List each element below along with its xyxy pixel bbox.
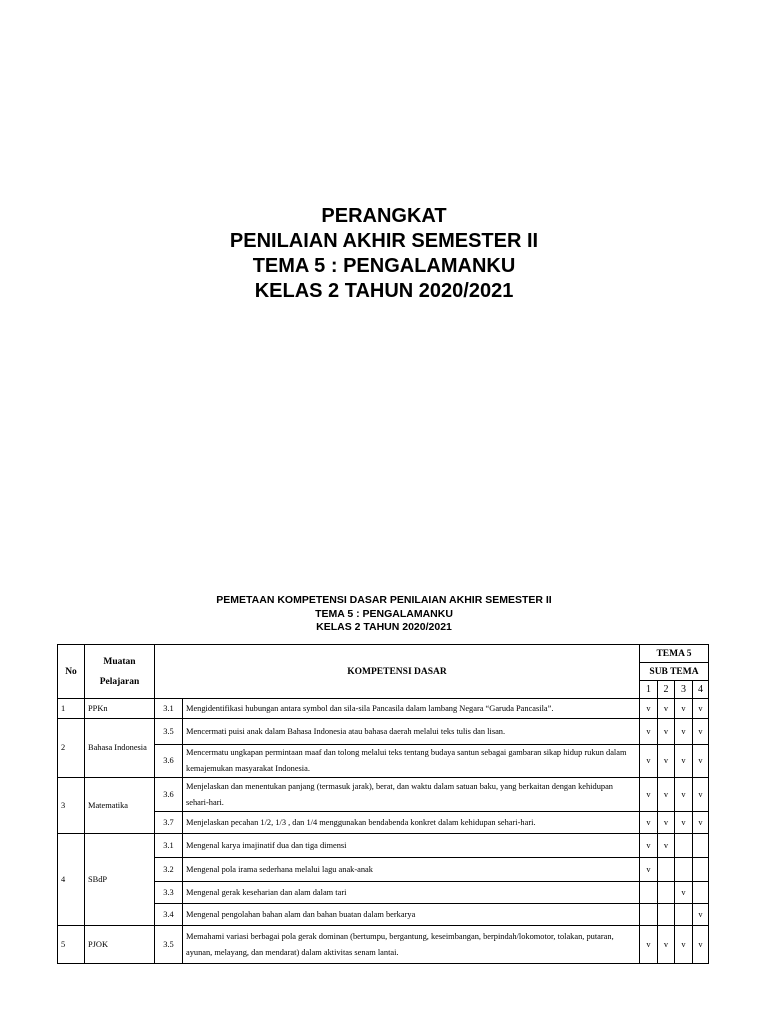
- row-number: 4: [58, 834, 85, 926]
- kd-code: 3.6: [155, 778, 183, 812]
- subtheme-check-mark: v: [658, 926, 675, 964]
- subtheme-check-mark: [675, 858, 693, 882]
- kd-description: Mengidentifikasi hubungan antara symbol dan sila-sila Pancasila dalam lambang Negara “Garuda Pancasila”.: [183, 699, 640, 719]
- header-tema: TEMA 5: [640, 645, 709, 663]
- subtheme-check-mark: v: [640, 699, 658, 719]
- kd-code: 3.3: [155, 882, 183, 904]
- subtheme-check-mark: [658, 882, 675, 904]
- kd-code: 3.4: [155, 904, 183, 926]
- kd-description: Mencermatu ungkapan permintaan maaf dan tolong melalui teks tentang budaya santun sebagai gambaran sikap hidup rukun dalam kemajemukan masyarakat Indonesia.: [183, 745, 640, 778]
- subtheme-check-mark: v: [675, 882, 693, 904]
- subtheme-check-mark: v: [693, 745, 709, 778]
- subtheme-check-mark: v: [658, 812, 675, 834]
- subtheme-check-mark: v: [640, 778, 658, 812]
- subtheme-check-mark: v: [658, 699, 675, 719]
- subject-name: Matematika: [85, 778, 155, 834]
- header-sub-number: 4: [693, 681, 709, 699]
- header-sub-number: 1: [640, 681, 658, 699]
- kd-description: Mengenal gerak keseharian dan alam dalam tari: [183, 882, 640, 904]
- header-no: No: [58, 645, 85, 699]
- subtheme-check-mark: [693, 858, 709, 882]
- table-row: [58, 882, 709, 904]
- header-sub-number: 2: [658, 681, 675, 699]
- table-row: [58, 926, 709, 964]
- subtheme-check-mark: [675, 904, 693, 926]
- subtheme-check-mark: v: [693, 812, 709, 834]
- subtheme-check-mark: v: [658, 834, 675, 858]
- kd-description: Memahami variasi berbagai pola gerak dominan (bertumpu, bergantung, keseimbangan, berpindah/lokomotor, tolakan, putaran, ayunan, melayang, dan mendarat) dalam aktivitas senam lantai.: [183, 926, 640, 964]
- title-line: PERANGKAT: [321, 205, 447, 227]
- kd-description: Mengenal karya imajinatif dua dan tiga dimensi: [183, 834, 640, 858]
- kd-description: Menjelaskan dan menentukan panjang (termasuk jarak), berat, dan waktu dalam satuan baku, yang berkaitan dengan kehidupan sehari-hari.: [183, 778, 640, 812]
- header-sub-number: 3: [675, 681, 693, 699]
- table-row: [58, 778, 709, 812]
- kd-code: 3.5: [155, 926, 183, 964]
- kd-code: 3.1: [155, 699, 183, 719]
- row-number: 1: [58, 699, 85, 719]
- header-kompetensi-dasar: KOMPETENSI DASAR: [155, 645, 640, 699]
- subtheme-check-mark: v: [675, 778, 693, 812]
- kd-description: Mengenal pola irama sederhana melalui lagu anak-anak: [183, 858, 640, 882]
- table-row: [58, 834, 709, 858]
- subtheme-check-mark: v: [640, 926, 658, 964]
- subtheme-check-mark: v: [693, 778, 709, 812]
- table-row: [58, 719, 709, 745]
- table-row: [58, 904, 709, 926]
- header-sub-tema: SUB TEMA: [640, 663, 709, 681]
- subtheme-check-mark: v: [658, 745, 675, 778]
- title-line: KELAS 2 TAHUN 2020/2021: [254, 280, 514, 302]
- row-number: 2: [58, 719, 85, 778]
- subtheme-check-mark: [693, 834, 709, 858]
- subtheme-check-mark: v: [640, 858, 658, 882]
- kd-code: 3.1: [155, 834, 183, 858]
- subtheme-check-mark: v: [675, 699, 693, 719]
- subtheme-check-mark: v: [675, 926, 693, 964]
- row-number: 3: [58, 778, 85, 834]
- subtheme-check-mark: [658, 858, 675, 882]
- kd-code: 3.7: [155, 812, 183, 834]
- header-muatan: Muatan Pelajaran: [85, 645, 155, 699]
- title-line: TEMA 5 : PENGALAMANKU: [252, 255, 516, 277]
- subtheme-check-mark: [693, 882, 709, 904]
- row-number: 5: [58, 926, 85, 964]
- subject-name: PJOK: [85, 926, 155, 964]
- table-heading: [0, 594, 768, 635]
- kd-code: 3.2: [155, 858, 183, 882]
- kd-description: Menjelaskan pecahan 1/2, 1/3 , dan 1/4 menggunakan bendabenda konkret dalam kehidupan sehari-hari.: [183, 812, 640, 834]
- document-title: [0, 204, 768, 304]
- kd-description: Mengenal pengolahan bahan alam dan bahan buatan dalam berkarya: [183, 904, 640, 926]
- subtheme-check-mark: v: [675, 745, 693, 778]
- subtheme-check-mark: [658, 904, 675, 926]
- subtheme-check-mark: v: [640, 834, 658, 858]
- kd-code: 3.6: [155, 745, 183, 778]
- subtheme-check-mark: v: [640, 719, 658, 745]
- table-row: [58, 858, 709, 882]
- subject-name: PPKn: [85, 699, 155, 719]
- table-heading-line: TEMA 5 : PENGALAMANKU: [315, 607, 453, 620]
- table-heading-line: PEMETAAN KOMPETENSI DASAR PENILAIAN AKHIR SEMESTER II: [216, 594, 552, 606]
- title-line: PENILAIAN AKHIR SEMESTER II: [229, 230, 539, 252]
- subtheme-check-mark: v: [693, 699, 709, 719]
- table-row: [58, 699, 709, 719]
- table-row: [58, 812, 709, 834]
- subtheme-check-mark: [640, 904, 658, 926]
- subtheme-check-mark: v: [675, 812, 693, 834]
- table-heading-line: KELAS 2 TAHUN 2020/2021: [316, 621, 452, 633]
- subtheme-check-mark: [640, 882, 658, 904]
- subtheme-check-mark: v: [640, 745, 658, 778]
- kd-code: 3.5: [155, 719, 183, 745]
- subtheme-check-mark: v: [693, 926, 709, 964]
- subtheme-check-mark: v: [693, 719, 709, 745]
- subtheme-check-mark: v: [693, 904, 709, 926]
- kd-description: Mencermati puisi anak dalam Bahasa Indonesia atau bahasa daerah melalui teks tulis dan lisan.: [183, 719, 640, 745]
- competency-table: [57, 644, 709, 964]
- table-row: [58, 745, 709, 778]
- subtheme-check-mark: v: [658, 719, 675, 745]
- subject-name: Bahasa Indonesia: [85, 719, 155, 778]
- table-body: [58, 699, 709, 964]
- subject-name: SBdP: [85, 834, 155, 926]
- subtheme-check-mark: v: [640, 812, 658, 834]
- subtheme-check-mark: v: [658, 778, 675, 812]
- subtheme-check-mark: v: [675, 719, 693, 745]
- subtheme-check-mark: [675, 834, 693, 858]
